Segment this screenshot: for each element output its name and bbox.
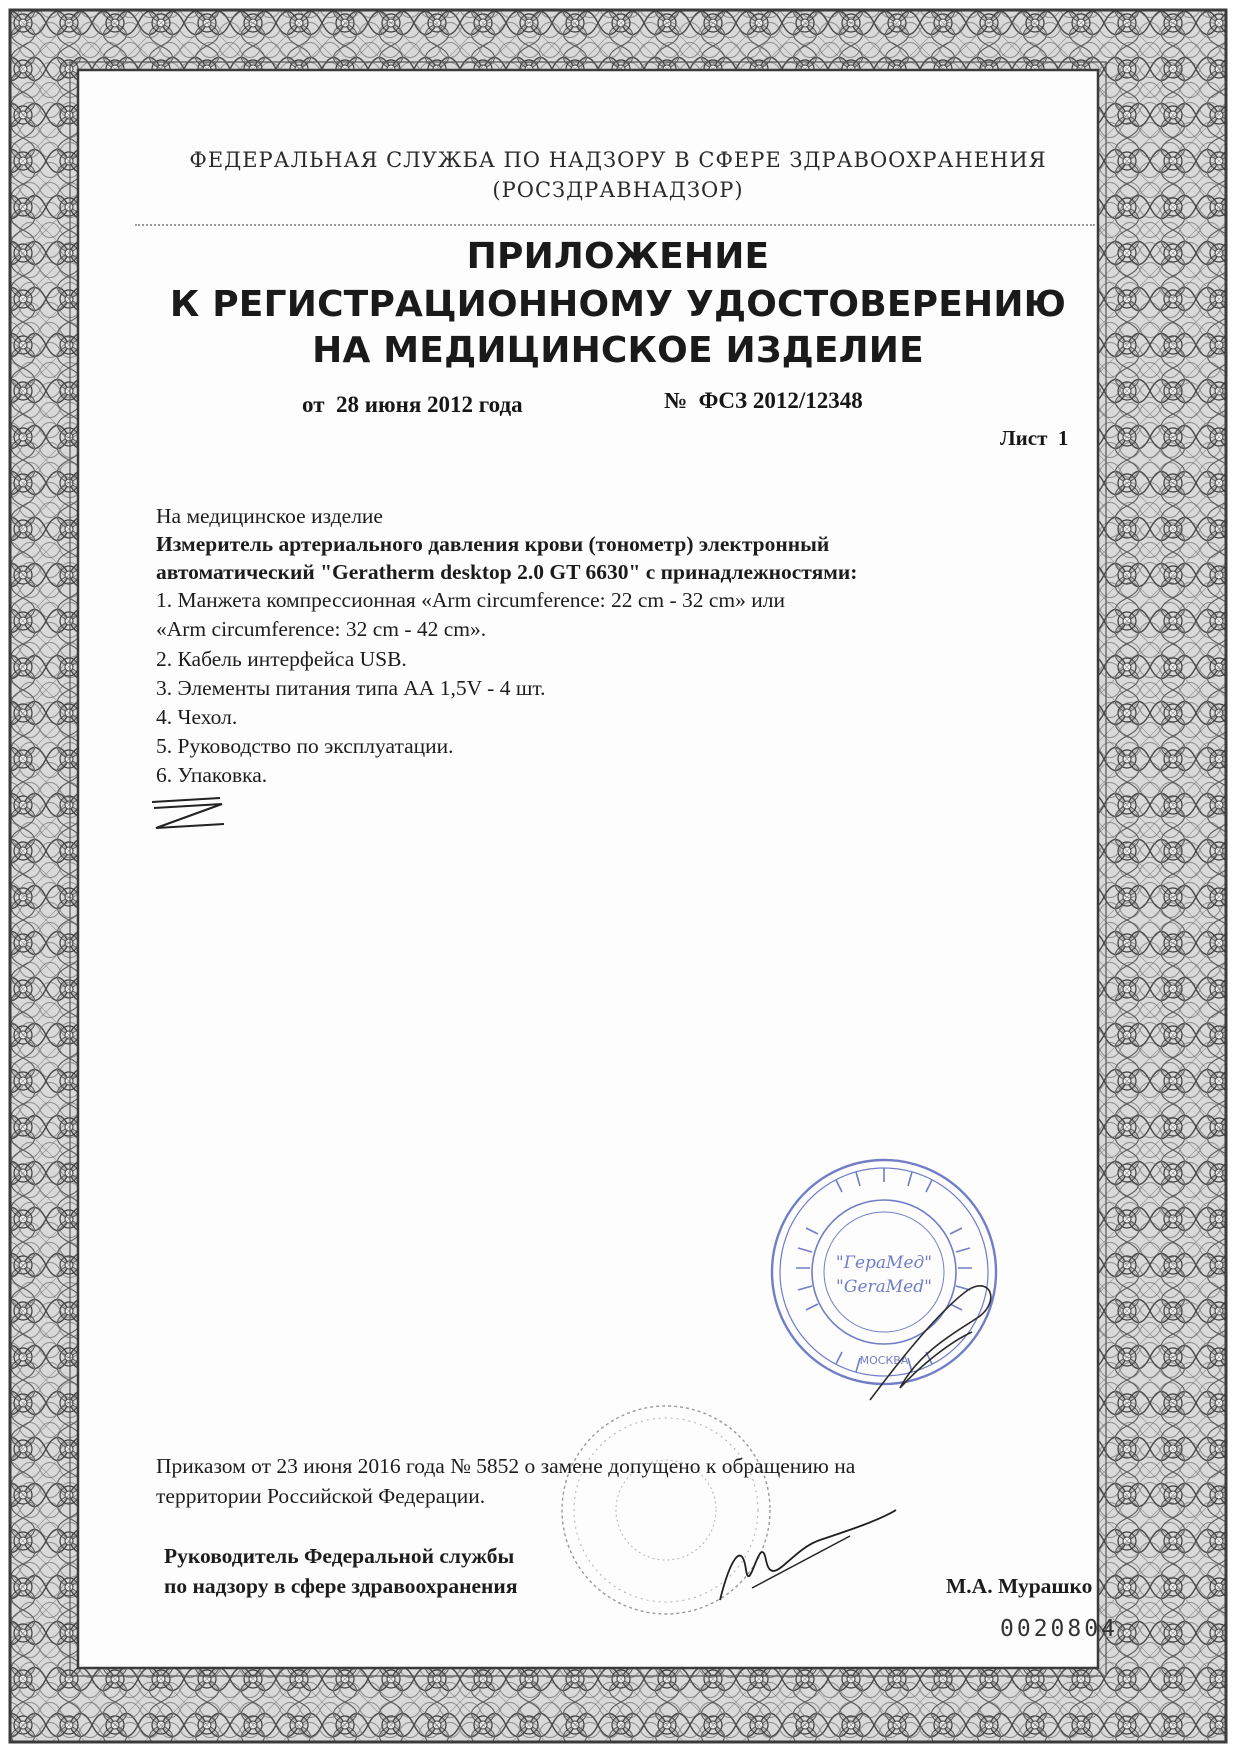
list-item: 5. Руководство по эксплуатации. bbox=[156, 734, 454, 758]
list-item: 4. Чехол. bbox=[156, 705, 238, 729]
signature bbox=[700, 1500, 900, 1610]
intro-text: На медицинское изделие bbox=[156, 504, 383, 528]
header-divider bbox=[135, 224, 1095, 226]
stamp-text-latin: "GeraMed" bbox=[836, 1277, 932, 1297]
device-name-2: автоматический "Geratherm desktop 2.0 GT 6630" с принадлежностями: bbox=[156, 560, 858, 584]
list-item: 2. Кабель интерфейса USB. bbox=[156, 647, 407, 671]
agency-name: ФЕДЕРАЛЬНАЯ СЛУЖБА ПО НАДЗОРУ В СФЕРЕ ЗДРАВООХРАНЕНИЯ bbox=[189, 148, 1047, 172]
order-text-2: территории Российской Федерации. bbox=[156, 1484, 486, 1508]
list-item: 3. Элементы питания типа АА 1,5V - 4 шт. bbox=[156, 676, 546, 700]
list-item: «Arm circumference: 32 cm - 42 cm». bbox=[156, 617, 487, 641]
stamp-text: "ГераМед" bbox=[835, 1253, 933, 1273]
list-item: 1. Манжета компрессионная «Arm circumference: 22 cm - 32 cm» или bbox=[156, 588, 786, 612]
signatory-name: М.А. Мурашко bbox=[946, 1574, 1093, 1598]
signatory-title: Руководитель Федеральной службы bbox=[164, 1544, 515, 1568]
document-subtitle: К РЕГИСТРАЦИОННОМУ УДОСТОВЕРЕНИЮ bbox=[169, 284, 1067, 325]
signatory-title-2: по надзору в сфере здравоохранения bbox=[164, 1574, 518, 1598]
document-subtitle-2: НА МЕДИЦИНСКОЕ ИЗДЕЛИЕ bbox=[312, 330, 924, 371]
device-name: Измеритель артериального давления крови (тонометр) электронный bbox=[156, 532, 830, 556]
document-title: ПРИЛОЖЕНИЕ bbox=[466, 236, 770, 277]
stamp-city: МОСКВА bbox=[859, 1354, 909, 1367]
list-item: 6. Упаковка. bbox=[156, 763, 268, 787]
agency-abbreviation: (РОСЗДРАВНАДЗОР) bbox=[492, 178, 744, 202]
order-text: Приказом от 23 июня 2016 года № 5852 о замене допущено к обращению на bbox=[156, 1454, 856, 1478]
end-of-list-mark bbox=[148, 790, 228, 834]
registration-date: от 28 июня 2012 года bbox=[302, 392, 523, 417]
serial-number: 0020804 bbox=[1000, 1616, 1118, 1642]
stamp-signature bbox=[860, 1270, 1010, 1410]
sheet-number: Лист 1 bbox=[1000, 426, 1069, 450]
registration-number: № ФСЗ 2012/12348 bbox=[664, 388, 863, 413]
